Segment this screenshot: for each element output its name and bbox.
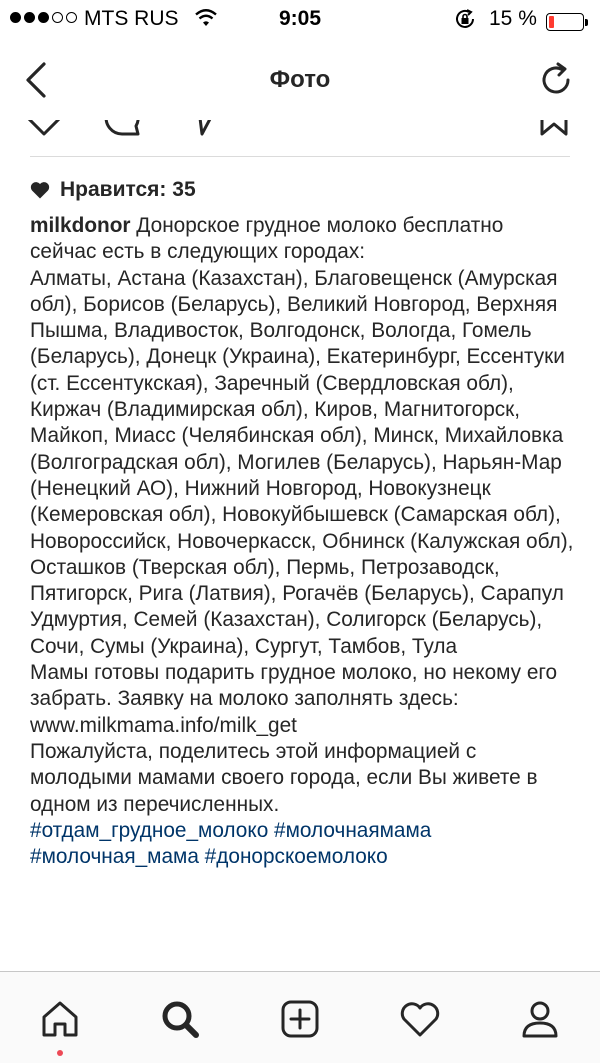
- divider: [30, 156, 570, 157]
- heart-filled-icon: [30, 181, 50, 199]
- post-actions-row: [0, 120, 600, 136]
- likes-label: Нравится: 35: [60, 178, 196, 201]
- refresh-icon: [534, 58, 578, 102]
- username-link[interactable]: milkdonor: [30, 214, 131, 237]
- battery-level-fill: [549, 16, 554, 28]
- hashtags[interactable]: #отдам_грудное_молоко #молочнаямама #молочная_мама #донорскоемолоко: [30, 818, 432, 869]
- cities-list: Алматы, Астана (Казахстан), Благовещенск (Амурская обл), Борисов (Беларусь), Великий Новгород, Верхняя Пышма, Владивосток, Волгодонск, Вологда, Гомель (Беларусь), Донецк (Украина), Екатеринбург, Ессентуки (ст. Ессентукская), Заречный (Свердловская обл), Киржач (Владимирская обл), Киров, Магнитогорск, Майкоп, Миасс (Челябинская обл), Минск, Михайловка (Волгоградская обл), Могилев (Беларусь), Нарьян-Мар (Ненецкий АО), Нижний Новгород, Новокузнецк (Кемеровская обл), Новокуйбышевск (Самарская обл), Новороссийск, Новочеркасск, Обнинск (Калужская обл), Осташков (Тверская обл), Пермь, Петрозаводск, Пятигорск, Рига (Латвия), Рогачёв (Беларусь), Сарапул Удмуртия, Семей (Казахстан), Солигорск (Беларусь), Сочи, Сумы (Украина), Сургут, Тамбов, Тула: [30, 266, 574, 658]
- request-text: Мамы готовы подарить грудное молоко, но некому его забрать. Заявку на молоко заполнять здесь: www.milkmama.info/milk_get: [30, 661, 558, 737]
- battery-tip: [585, 19, 588, 26]
- caption-intro: Донорское грудное молоко бесплатно сейчас есть в следующих городах:: [30, 214, 504, 264]
- status-bar: [0, 0, 600, 40]
- rotation-lock-icon: [453, 7, 477, 31]
- status-time: 9:05: [278, 7, 322, 30]
- heart-icon: [398, 997, 442, 1041]
- likes-count[interactable]: [30, 178, 196, 202]
- tab-profile[interactable]: [513, 992, 567, 1046]
- navigation-bar: [0, 40, 600, 120]
- search-icon: [158, 997, 202, 1041]
- post-caption: [30, 213, 575, 970]
- battery-icon: [546, 13, 584, 31]
- share-text: Пожалуйста, поделитесь этой информацией с молодыми мамами своего города, если Вы живете в одном из перечисленных.: [30, 739, 538, 816]
- home-icon: [38, 997, 82, 1041]
- bookmark-icon[interactable]: [532, 120, 576, 136]
- page-title: Фото: [269, 66, 331, 93]
- like-icon[interactable]: [22, 120, 66, 136]
- tab-home[interactable]: [33, 992, 87, 1046]
- tab-search[interactable]: [153, 992, 207, 1046]
- comment-icon[interactable]: [100, 120, 144, 136]
- tab-activity[interactable]: [393, 992, 447, 1046]
- share-icon[interactable]: [180, 120, 224, 136]
- carrier-name: MTS RUS: [84, 7, 179, 30]
- tab-new-post[interactable]: [273, 992, 327, 1046]
- refresh-button[interactable]: [534, 58, 578, 102]
- add-post-icon: [278, 997, 322, 1041]
- notification-dot: [57, 1050, 63, 1056]
- profile-icon: [518, 997, 562, 1041]
- battery-percent: 15 %: [489, 7, 537, 30]
- tab-bar: [0, 971, 600, 1063]
